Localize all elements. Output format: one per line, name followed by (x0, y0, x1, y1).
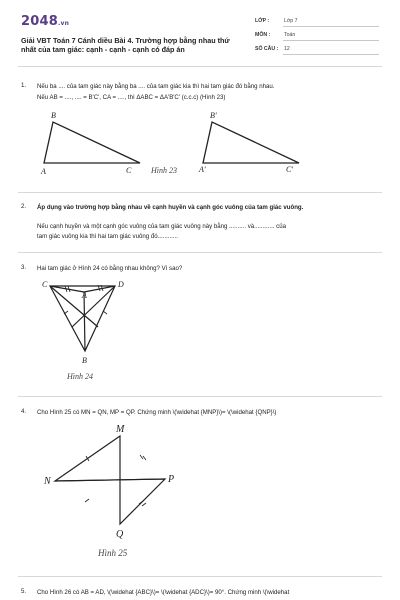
label-C-prime: C' (286, 165, 294, 174)
figure-24 (30, 274, 140, 374)
divider-4 (18, 576, 382, 577)
subject-underline (283, 40, 379, 41)
label-C: C (126, 166, 132, 175)
class-value: Lớp 7 (284, 18, 298, 24)
label-B: B (51, 111, 56, 120)
question-4-number: 4. (21, 408, 27, 415)
logo-suffix: .vn (57, 20, 70, 27)
label-B: B (82, 356, 87, 365)
label-D: D (118, 280, 124, 289)
figure-25-caption: Hình 25 (98, 548, 128, 558)
figure-25 (40, 418, 190, 548)
triangle-abc (44, 122, 140, 163)
label-B-prime: B' (210, 111, 217, 120)
label-A: A (82, 291, 87, 300)
header-divider (18, 66, 382, 67)
question-2-number: 2. (21, 203, 27, 210)
count-value: 12 (284, 46, 290, 52)
question-2-heading: Áp dụng vào trường hợp bằng nhau về cạnh huyền và cạnh góc vuông của tam giác vuông. (37, 204, 304, 211)
question-3-text: Hai tam giác ở Hình 24 có bằng nhau không? Vì sao? (37, 265, 183, 272)
question-1-text: Nếu ba .... của tam giác này bằng ba .... của tam giác kia thì hai tam giác đó bằng nhau. (37, 83, 275, 90)
count-underline (283, 54, 379, 55)
label-C: C (42, 280, 48, 289)
label-M: M (116, 424, 125, 435)
question-2-text: Nếu cạnh huyền và một cạnh góc vuông của tam giác vuông này bằng .......... và............ của (37, 223, 286, 230)
count-label: SỐ CÂU : (255, 46, 279, 52)
triangle-a-b-c-prime (203, 122, 299, 163)
divider-2 (18, 252, 382, 253)
question-5-number: 5. (21, 588, 27, 595)
class-label: LỚP : (255, 18, 270, 24)
class-underline (283, 26, 379, 27)
question-3-number: 3. (21, 264, 27, 271)
divider-1 (18, 192, 382, 193)
subject-value: Toán (284, 32, 296, 38)
label-P: P (168, 474, 175, 485)
logo-text: 2048 (21, 14, 58, 29)
subject-label: MÔN : (255, 32, 271, 38)
figure-24-caption: Hình 24 (67, 372, 93, 381)
question-4-text: Cho Hình 25 có MN = QN, MP = QP. Chứng minh \(\widehat {MNP}\)= \(\widehat {QNP}\) (37, 409, 277, 416)
question-2-text-2: tam giác vuông kia thì hai tam giác vuông đó............ (37, 233, 178, 240)
label-A: A (41, 167, 46, 176)
site-logo[interactable] (21, 14, 69, 29)
document-title: Giải VBT Toán 7 Cánh diều Bài 4. Trường hợp bằng nhau thứ nhất của tam giác: cạnh - cạnh - cạnh có đáp án (21, 36, 230, 54)
question-5-text: Cho Hình 26 có AB = AD, \(\widehat {ABC}\)= \(\widehat {ADC}\)= 90°. Chứng minh \(\widehat (37, 589, 290, 596)
label-N: N (44, 476, 51, 487)
question-1-text-2: Nếu AB = ...., .... = B'C', CA = ...., thì ΔABC = ΔA'B'C' (c.c.c) (Hình 23) (37, 94, 226, 101)
figure-23-caption: Hình 23 (151, 166, 177, 175)
label-A-prime: A' (199, 165, 206, 174)
divider-3 (18, 396, 382, 397)
question-1-number: 1. (21, 82, 27, 89)
label-Q: Q (116, 529, 124, 540)
